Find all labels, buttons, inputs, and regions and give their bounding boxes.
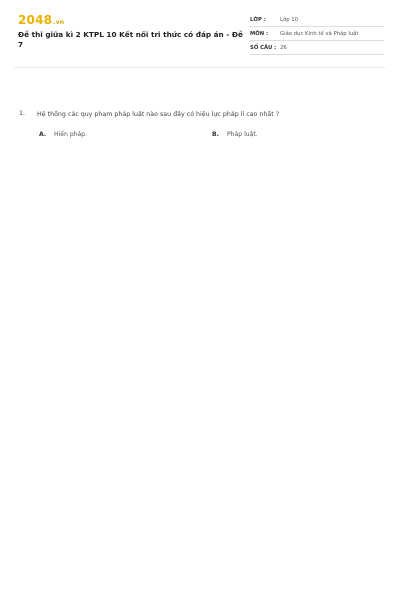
meta-class-row [250, 13, 384, 27]
exam-title: Đề thi giữa kì 2 KTPL 10 Kết nối tri thức có đáp án - Đề 7 [18, 30, 243, 49]
option-letter[interactable]: B. [212, 131, 219, 138]
exam-meta-box [250, 13, 384, 55]
option-text[interactable]: Hiến pháp. [54, 131, 88, 138]
header-divider [14, 67, 386, 68]
meta-count-label: SỐ CÂU : [250, 44, 277, 51]
question-text: Hệ thống các quy phạm pháp luật nào sau đây có hiệu lực pháp lí cao nhất ? [37, 111, 280, 118]
logo-main: 2048 [18, 13, 53, 27]
option-text[interactable]: Pháp luật. [227, 131, 258, 138]
site-logo[interactable] [18, 13, 64, 27]
page-header [0, 0, 400, 66]
meta-count-value: 26 [280, 44, 287, 51]
meta-class-value: Lớp 10 [280, 16, 298, 23]
meta-subject-row [250, 27, 384, 41]
meta-subject-label: MÔN : [250, 30, 269, 37]
logo-suffix: .vn [53, 19, 65, 26]
option-letter[interactable]: A. [39, 131, 47, 138]
meta-subject-value: Giáo dục Kinh tế và Pháp luật [280, 30, 359, 37]
question-number: 1. [19, 110, 26, 117]
meta-class-label: LỚP : [250, 16, 266, 23]
meta-count-row [250, 41, 384, 55]
